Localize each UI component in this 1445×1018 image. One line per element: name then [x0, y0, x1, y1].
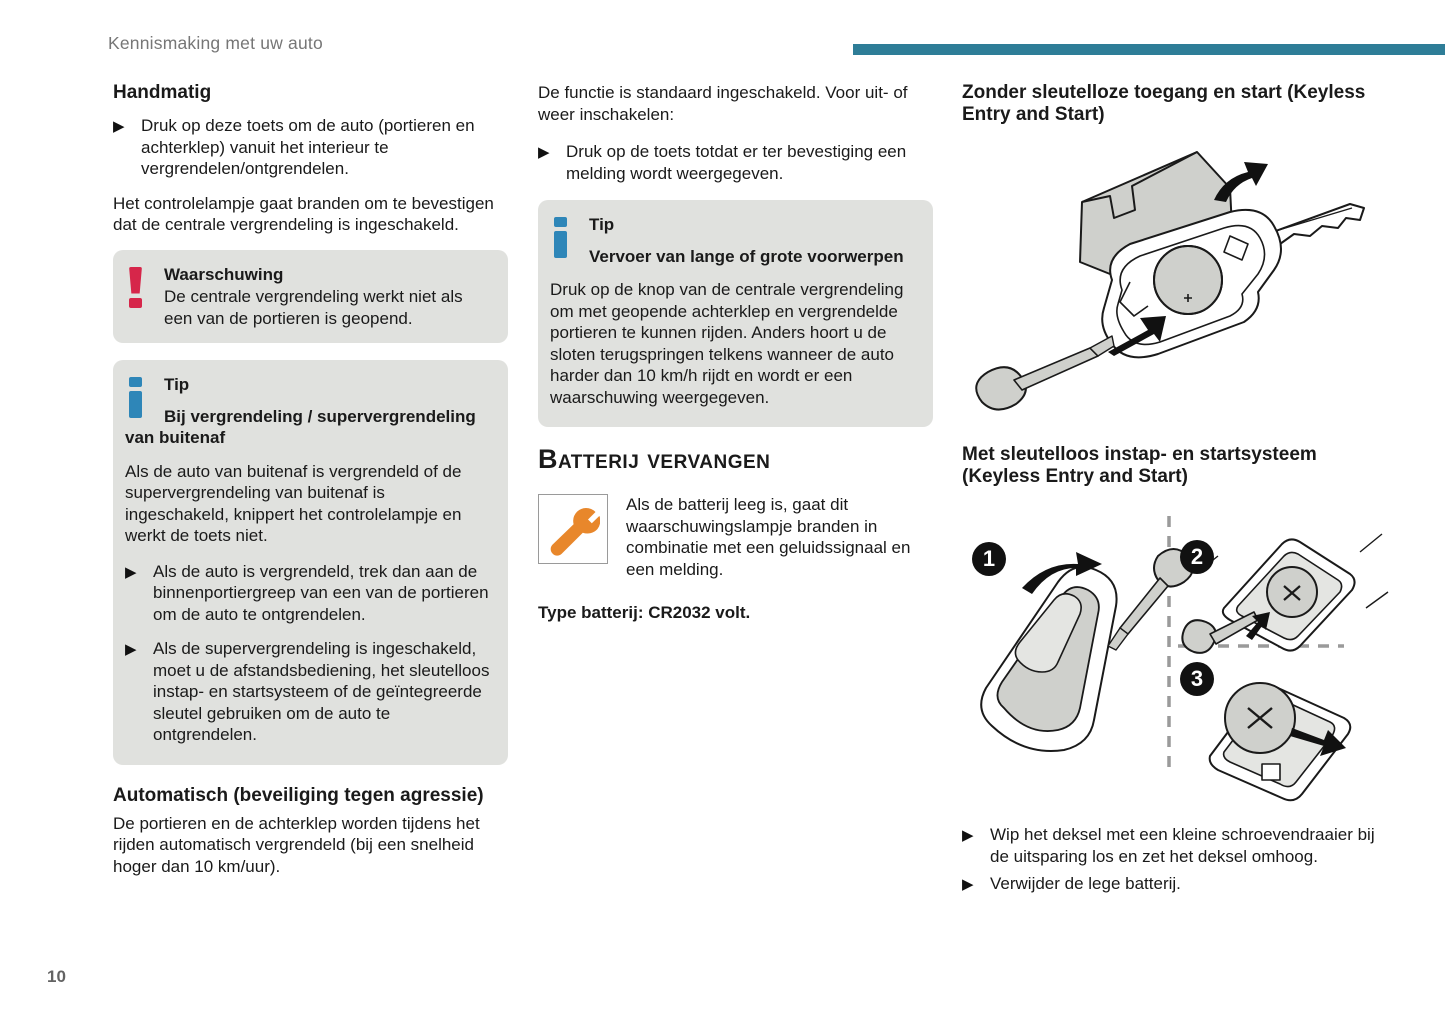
tip-box-locking	[113, 360, 508, 765]
triangle-bullet-icon: ▶	[538, 144, 550, 161]
tip-paragraph: Als de auto van buitenaf is vergrendeld of de supervergrendeling van buitenaf is ingeschakeld, knippert het controlelampje en werkt de toets niet.	[125, 461, 462, 545]
section-title-automatisch: Automatisch (beveiliging tegen agressie)	[113, 784, 484, 806]
instruction-text: Druk op deze toets om de auto (portieren en achterklep) vanuit het interieur te vergrendelen/ontgrendelen.	[141, 116, 475, 178]
column-right	[962, 82, 1395, 909]
battery-type-text: Type batterij: CR2032 volt.	[538, 603, 751, 622]
step-badge-1: 1	[972, 542, 1006, 576]
instruction-item	[962, 824, 1395, 867]
instruction-text: Druk op de toets totdat er ter bevestiging een melding wordt weergegeven.	[566, 142, 907, 183]
tip-instruction-item	[125, 638, 492, 746]
body-paragraph: Het controlelampje gaat branden om te bevestigen dat de centrale vergrendeling is ingeschakeld.	[113, 193, 494, 234]
section-title-zonder-keyless: Zonder sleutelloze toegang en start (Keyless Entry and Start)	[962, 82, 1366, 125]
section-title-handmatig: Handmatig	[113, 82, 212, 103]
warning-box-head	[125, 264, 492, 330]
instruction-item	[962, 873, 1395, 896]
tip-paragraph: Druk op de knop van de centrale vergrendeling om met geopende achterklep en vergrendelde portieren te kunnen rijden. Anders hoort u de sloten terugspringen telkens wanneer de auto harder dan 10 km/h rijdt en wordt er een waarschuwing weergegeven.	[550, 280, 904, 407]
triangle-bullet-icon: ▶	[125, 563, 137, 581]
accent-bar	[853, 44, 1445, 55]
running-header: Kennismaking met uw auto	[108, 33, 323, 53]
instruction-text: Wip het deksel met een kleine schroevendraaier bij de uitsparing los en zet het deksel omhoog.	[990, 825, 1375, 866]
section-title-met-keyless: Met sleutelloos instap- en startsysteem (Keyless Entry and Start)	[962, 444, 1317, 487]
step-badge-3: 3	[1180, 662, 1214, 696]
body-paragraph: De functie is standaard ingeschakeld. Voor uit- of weer inschakelen:	[538, 83, 908, 124]
instruction-text: Verwijder de lege batterij.	[990, 874, 1181, 893]
tip-box-head	[125, 374, 492, 461]
instruction-item	[113, 115, 508, 180]
tip-instruction-text: Als de supervergrendeling is ingeschakeld, moet u de afstandsbediening, het sleutelloos instap- en startsysteem of de geïntegreerde sleutel gebruiken om de auto te ontgrendelen.	[153, 639, 490, 744]
section-title-batterij-vervangen: Batterij vervangen	[538, 444, 771, 474]
wrench-icon	[538, 494, 608, 564]
tip-subtitle: Bij vergrendeling / supervergrendeling van buitenaf	[125, 406, 476, 447]
tip-box-transport	[538, 200, 933, 427]
key-battery-figure	[962, 140, 1395, 432]
battery-steps-illustration	[962, 512, 1395, 808]
info-icon	[554, 217, 569, 258]
triangle-bullet-icon: ▶	[125, 641, 137, 658]
column-middle	[538, 82, 933, 624]
body-paragraph: De portieren en de achterklep worden tijdens het rijden automatisch vergrendeld (bij een snelheid hoger dan 10 km/uur).	[113, 813, 480, 876]
triangle-bullet-icon: ▶	[962, 827, 974, 844]
battery-steps-figure	[962, 512, 1395, 808]
tip-instruction-text: Als de auto is vergrendeld, trek dan aan de binnenportiergreep van een van de portieren om de auto te ontgrendelen.	[153, 561, 489, 624]
step-badge-2: 2	[1180, 540, 1214, 574]
tip-title: Tip	[164, 375, 190, 394]
tip-instruction-item	[125, 561, 492, 626]
warning-box	[113, 250, 508, 344]
warning-lamp-text: Als de batterij leeg is, gaat dit waarschuwingslampje branden in combinatie met een geluidssignaal en een melding.	[626, 495, 911, 579]
warning-text: De centrale vergrendeling werkt niet als een van de portieren is geopend.	[164, 287, 463, 328]
triangle-bullet-icon: ▶	[113, 118, 125, 135]
instruction-item	[538, 141, 933, 184]
page-number: 10	[47, 967, 66, 986]
tip-box-head	[550, 214, 917, 279]
warning-lamp-row	[538, 494, 933, 580]
warning-title: Waarschuwing	[164, 264, 284, 284]
info-icon	[129, 377, 144, 418]
tip-title: Tip	[589, 215, 615, 234]
warning-exclamation-icon	[129, 267, 144, 308]
tip-subtitle: Vervoer van lange of grote voorwerpen	[589, 246, 904, 266]
column-left	[113, 82, 508, 891]
key-battery-illustration	[962, 140, 1395, 432]
triangle-bullet-icon: ▶	[962, 876, 974, 893]
